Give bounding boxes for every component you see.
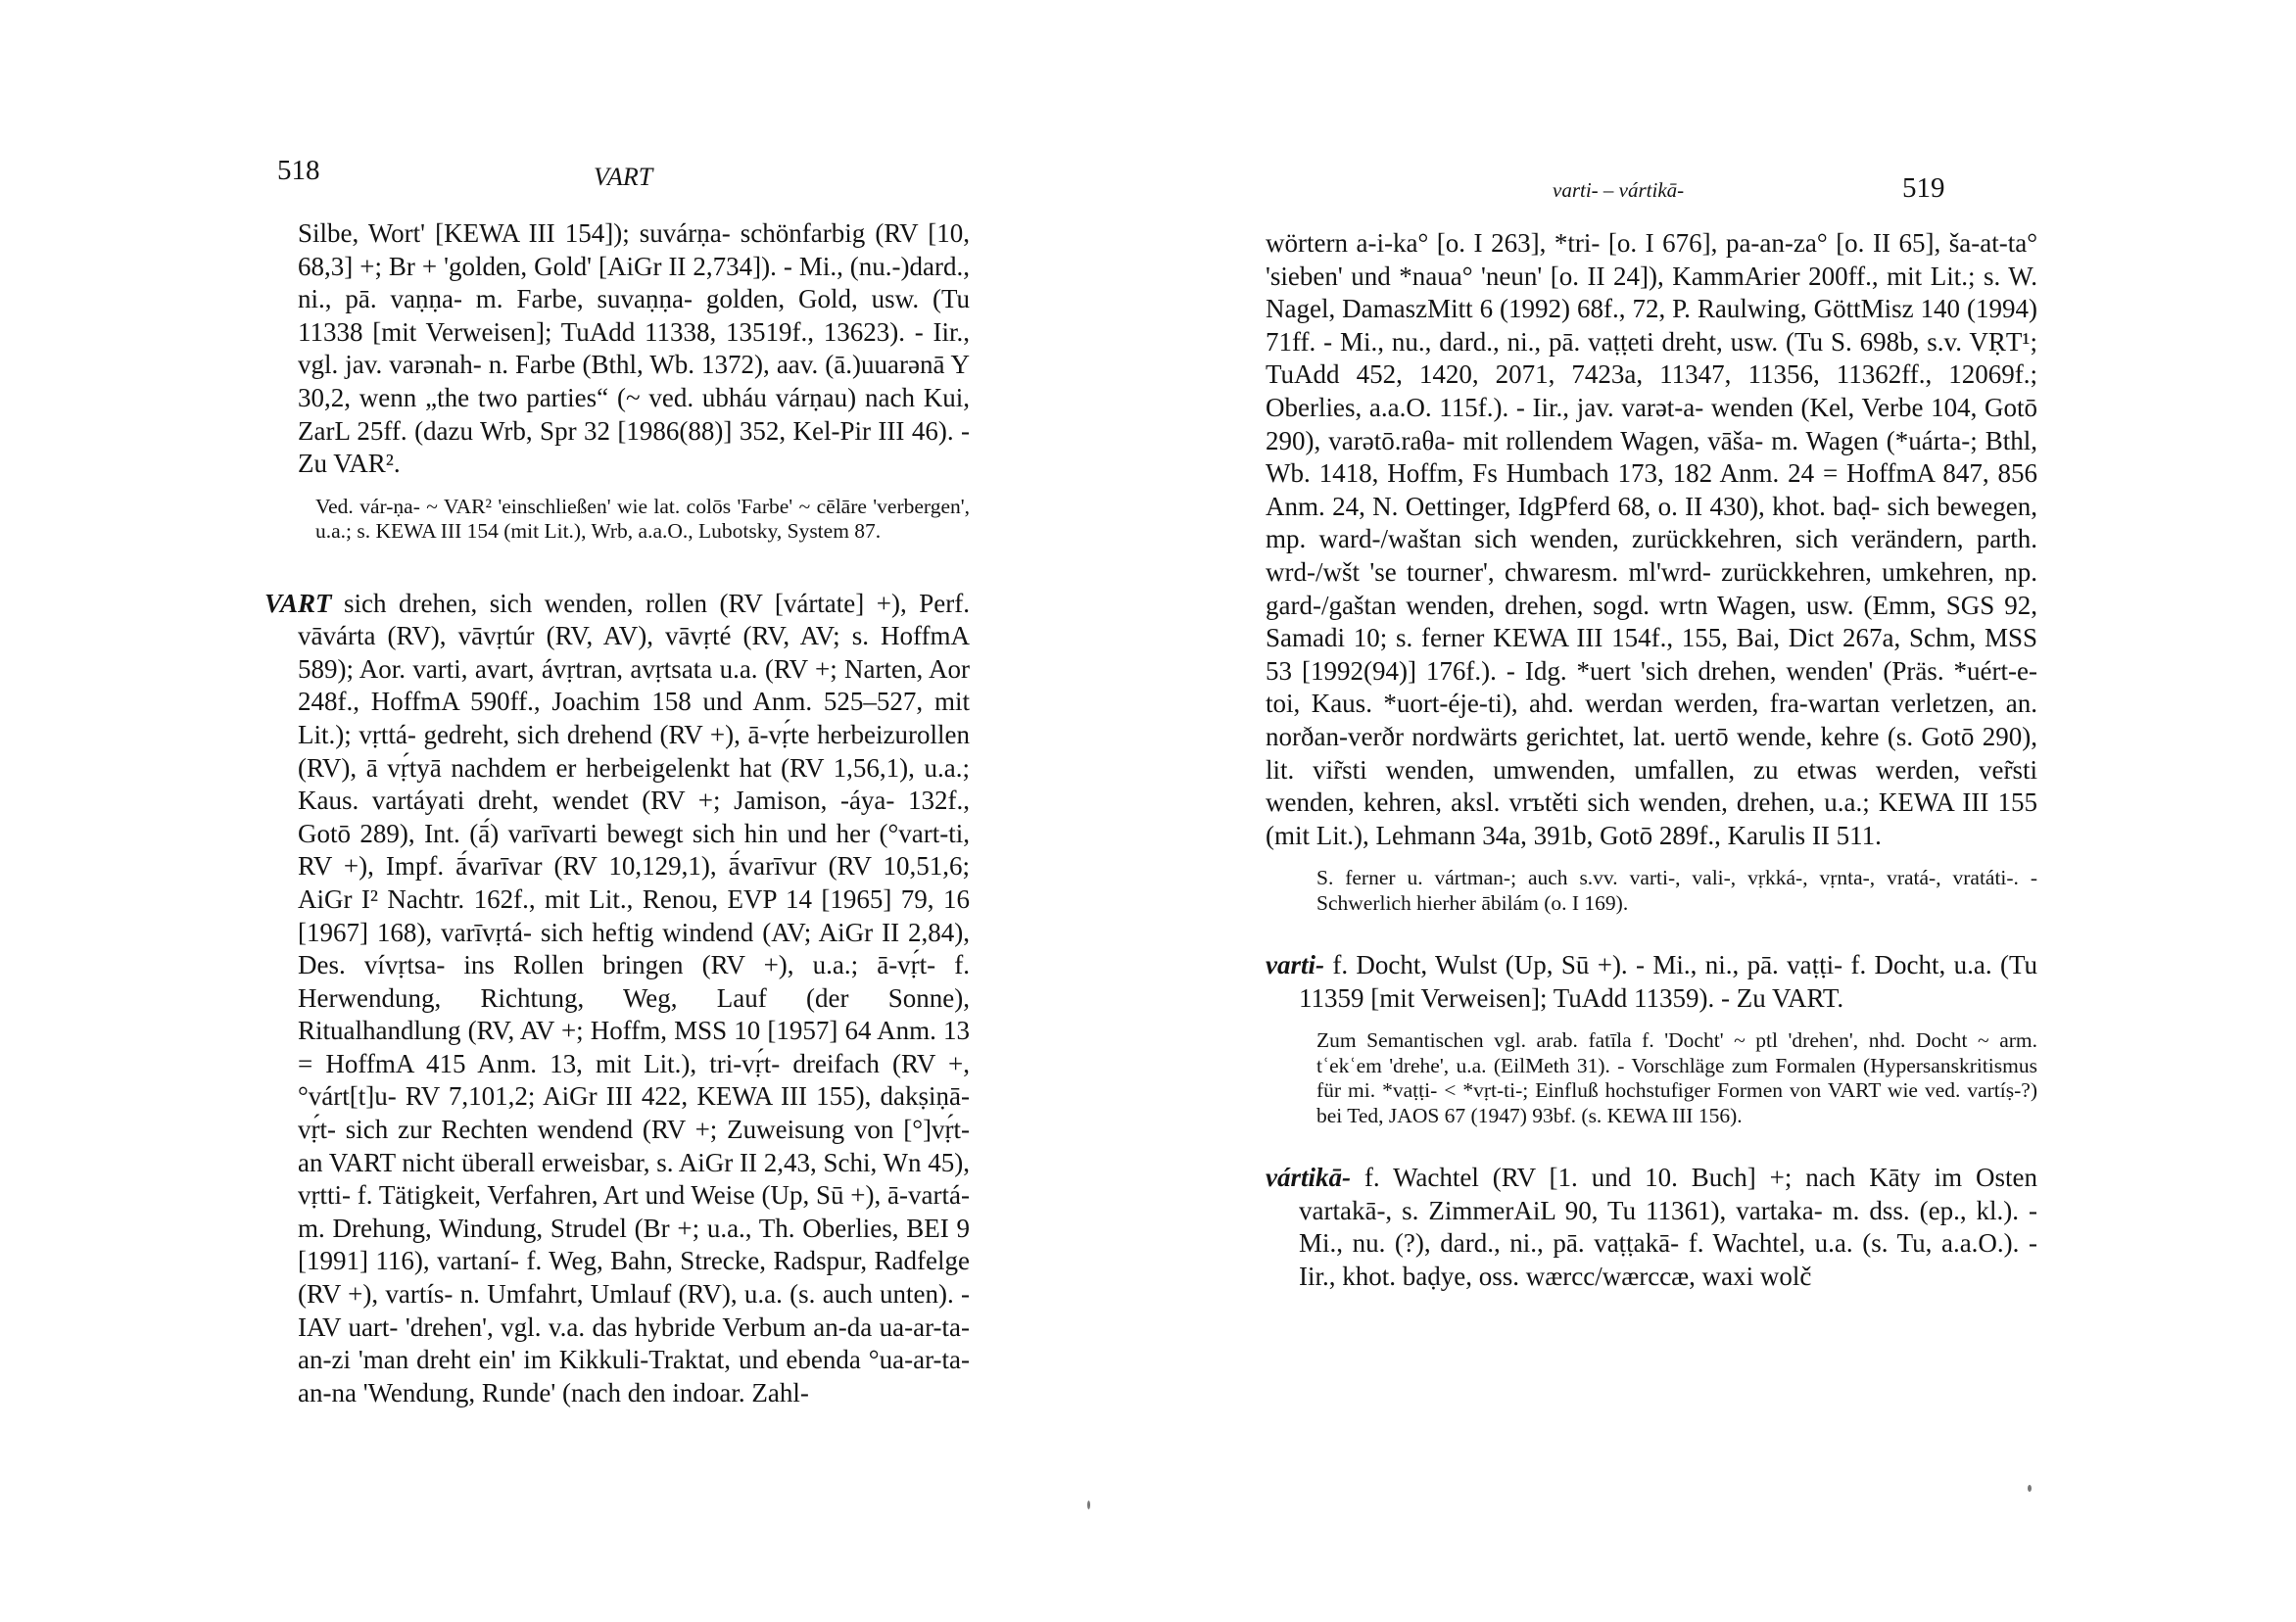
entry-text: f. Docht, Wulst (Up, Sū +). - Mi., ni., pā. vaṭṭi- f. Docht, u.a. (Tu 11359 [mit Verweisen]; TuAdd 11359). - Zu VART.: [1299, 950, 2037, 1013]
entry-text: sich drehen, sich wenden, rollen (RV [vártate] +), Perf. vāvárta (RV), vāvṛtúr (RV, AV), vāvṛté (RV, AV; s. HoffmA 589); Aor. varti, avart, ávṛtran, avṛtsata u.a. (RV +; Narten, Aor 248f., HoffmA 590ff., Joachim 158 und Anm. 525–527, mit Lit.); vṛttá- gedreht, sich drehend (RV +), ā-vṛ́te herbeizurollen (RV), ā vṛ́tyā nachdem er herbeigelenkt hat (RV 1,56,1), u.a.; Kaus. vartáyati dreht, wendet (RV +; Jamison, -áya- 132f., Gotō 289), Int. (ā́) varīvarti bewegt sich hin und her (°vart-ti, RV +), Impf. ā́varīvar (RV 10,129,1), ā́varīvur (RV 10,51,6; AiGr I² Nachtr. 162f., mit Lit., Renou, EVP 14 [1965] 79, 16 [1967] 168), varīvṛtá- sich heftig windend (AV; AiGr II 2,84), Des. vívṛtsa- ins Rollen bringen (RV +), u.a.; ā-vṛ́t- f. Herwendung, Richtung, Weg, Lauf (der Sonne), Ritualhandlung (RV, AV +; Hoffm, MSS 10 [1957] 64 Anm. 13 = HoffmA 415 Anm. 13, mit Lit.), tri-vṛ́t- dreifach (RV +, °várt[t]u- RV 7,101,2; AiGr III 422, KEWA III 155), dakṣiṇā-vṛ́t- sich zur Rechten wendend (RV +; Zuweisung von [°]vṛ́t- an VART nicht überall erweisbar, s. AiGr II 2,43, Schi, Wn 45), vṛtti- f. Tätigkeit, Verfahren, Art und Weise (Up, Sū +), ā-vartá- m. Drehung, Windung, Strudel (Br +; u.a., Th. Oberlies, BEI 9 [1991] 116), vartaní- f. Weg, Bahn, Strecke, Radspur, Radfelge (RV +), vartís- n. Umfahrt, Umlauf (RV), u.a. (s. auch unten). - IAV uart- 'drehen', vgl. v.a. das hybride Verbum an-da ua-ar-ta-an-zi 'man dreht ein' im Kikkuli-Traktat, und ebenda °ua-ar-ta-an-na 'Wendung, Runde' (nach den indoar. Zahl-: [298, 588, 970, 1407]
continuation-paragraph: wörtern a-i-ka° [o. I 263], *tri- [o. I 676], pa-an-za° [o. II 65], ša-at-ta° 'sieben' und *naua° 'neun' [o. II 24]), KammArier 200ff., mit Lit.; s. W. Nagel, DamaszMitt 6 (1992) 68f., 72, P. Raulwing, GöttMisz 140 (1994) 71ff. - Mi., nu., dard., ni., pā. vaṭṭeti dreht, usw. (Tu S. 698b, s.v. VṚT¹; TuAdd 452, 1420, 2071, 7423a, 11347, 11356, 11362ff., 12069f.; Oberlies, a.a.O. 115f.). - Iir., jav. varət-a- wenden (Kel, Verbe 104, Gotō 290), varətō.raθa- mit rollendem Wagen, vāša- m. Wagen (*uárta-; Bthl, Wb. 1418, Hoffm, Fs Humbach 173, 182 Anm. 24 = HoffmA 847, 856 Anm. 24, N. Oettinger, IdgPferd 68, o. II 430), khot. baḍ- sich bewegen, mp. ward-/waštan sich wenden, zurückkehren, sich verändern, parth. wrd-/wšt 'se tourner', chwaresm. ml'wrd- zurückkehren, umkehren, np. gard-/gaštan wenden, drehen, sogd. wrtn Wagen, usw. (Emm, SGS 92, Samadi 10; s. ferner KEWA III 154f., 155, Bai, Dict 267a, Schm, MSS 53 [1992(94)] 176f.). - Idg. *uert 'sich drehen, wenden' (Präs. *uért-e-toi, Kaus. *uort-éje-ti), ahd. werdan werden, fra-wartan verletzen, an. norðan-verðr nordwärts gerichtet, lat. uertō wende, kehre (s. Gotō 290), lit. vir̃sti wenden, umwenden, umfallen, zu etwas werden, ver̃sti wenden, kehren, aksl. vrъtěti sich wenden, drehen, u.a.; KEWA III 155 (mit Lit.), Lehmann 34a, 391b, Gotō 289f., Karulis II 511.: [1266, 228, 2037, 850]
page-number: 518: [277, 155, 320, 186]
left-column: [264, 217, 970, 1409]
footnote: Zum Semantischen vgl. arab. fatīla f. 'Docht' ~ ptl 'drehen', nhd. Docht ~ arm. tʿekʿem 'drehe', u.a. (EilMeth 31). - Vorschläge zum Formalen (Hypersanskritismus für mi. *vaṭṭi- < *vṛt-ti-; Einfluß hochstufiger Formen von VART wie ved. vartíṣ-?) bei Ted, JAOS 67 (1947) 93bf. (s. KEWA III 156).: [1316, 1028, 2037, 1127]
footnote: S. ferner u. vártman-; auch s.vv. varti-, vali-, vṛkká-, vṛnta-, vratá-, vratáti-. - Schwerlich hierher ābilám (o. I 169).: [1316, 866, 2037, 915]
scan-speck: [2028, 1485, 2032, 1492]
entry-text: f. Wachtel (RV [1. und 10. Buch] +; nach Kāty im Osten vartakā-, s. ZimmerAiL 90, Tu 11361), vartaka- m. dss. (ep., kl.). - Mi., nu. (?), dard., ni., pā. vaṭṭakā- f. Wachtel, u.a. (s. Tu, a.a.O.). - Iir., khot. baḍye, oss. wærcc/wærccæ, waxi wolč: [1299, 1162, 2037, 1291]
running-head: VART: [594, 163, 653, 191]
dictionary-entry: [1266, 949, 2037, 1015]
running-head: varti- – vártikā-: [1553, 178, 1685, 202]
scan-speck: [1087, 1501, 1090, 1509]
entry-lemma: vártikā-: [1266, 1162, 1351, 1192]
dictionary-entry: [264, 588, 970, 1410]
entry-lemma: VART: [264, 588, 332, 618]
continuation-paragraph: Silbe, Wort' [KEWA III 154]); suvárṇa- schönfarbig (RV [10, 68,3] +; Br + 'golden, Gold' [AiGr II 2,734]). - Mi., (nu.-)dard., ni., pā. vaṇṇa- m. Farbe, suvaṇṇa- golden, Gold, usw. (Tu 11338 [mit Verweisen]; TuAdd 11338, 13519f., 13623). - Iir., vgl. jav. varənah- n. Farbe (Bthl, Wb. 1372), aav. (ā.)uuarənā Y 30,2, wenn „the two parties“ (~ ved. ubháu várṇau) nach Kui, ZarL 25ff. (dazu Wrb, Spr 32 [1986(88)] 352, Kel-Pir III 46). - Zu VAR².: [298, 218, 970, 479]
right-page: [1148, 0, 2296, 1622]
page-number: 519: [1902, 172, 1945, 204]
right-column: [1266, 227, 2037, 1293]
dictionary-entry: [1266, 1162, 2037, 1293]
footnote: Ved. vár-ṇa- ~ VAR² 'einschließen' wie lat. colōs 'Farbe' ~ cēlāre 'verbergen', u.a.; s. KEWA III 154 (mit Lit.), Wrb, a.a.O., Lubotsky, System 87.: [315, 494, 970, 544]
entry-lemma: varti-: [1266, 950, 1324, 980]
